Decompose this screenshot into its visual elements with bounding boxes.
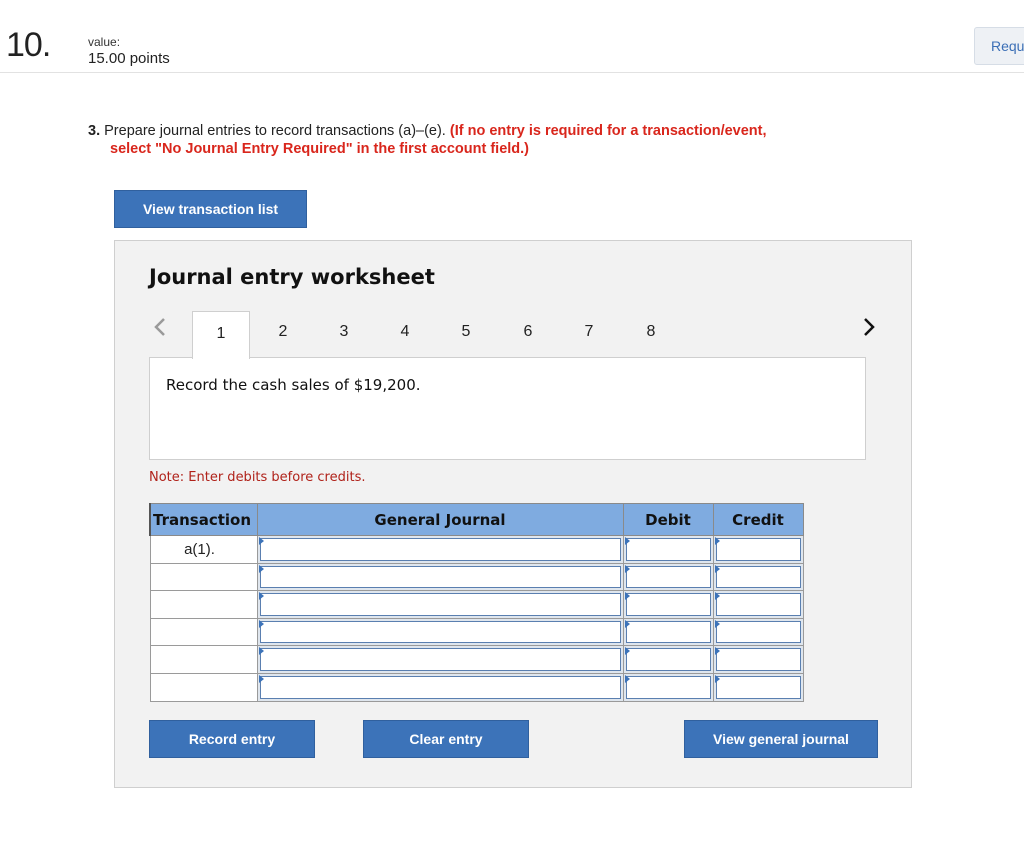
dropdown-marker-icon [715, 675, 720, 683]
dropdown-marker-icon [625, 565, 630, 573]
tab-1[interactable] [192, 311, 250, 359]
credit-field[interactable] [716, 648, 801, 671]
chevron-right-icon[interactable] [859, 315, 879, 339]
tab-4[interactable] [376, 311, 434, 357]
required-button[interactable]: Requ [974, 27, 1024, 65]
transaction-cell [150, 673, 257, 701]
header-credit: Credit [713, 504, 803, 536]
value-label: value: [88, 35, 121, 49]
transaction-cell [150, 591, 257, 619]
credit-cell [713, 646, 803, 674]
instruction-number: 3. [88, 123, 101, 139]
debit-cell [623, 591, 713, 619]
dropdown-marker-icon [625, 592, 630, 600]
credit-field[interactable] [716, 566, 801, 589]
debit-cell [623, 563, 713, 591]
dropdown-marker-icon [625, 675, 630, 683]
debit-cell [623, 536, 713, 564]
credit-cell [713, 591, 803, 619]
dropdown-marker-icon [259, 565, 264, 573]
credit-field[interactable] [716, 538, 801, 561]
tab-3[interactable] [315, 311, 373, 357]
header-divider [0, 72, 1024, 73]
table-row [150, 618, 803, 646]
tab-2[interactable] [254, 311, 312, 357]
debit-credit-note: Note: Enter debits before credits. [149, 470, 366, 485]
tab-label: 5 [461, 323, 471, 340]
dropdown-marker-icon [259, 620, 264, 628]
account-field[interactable] [260, 593, 621, 616]
table-row [150, 646, 803, 674]
account-cell [257, 646, 623, 674]
dropdown-marker-icon [259, 675, 264, 683]
debit-field[interactable] [626, 676, 711, 699]
header-transaction: Transaction [150, 504, 257, 536]
account-field[interactable] [260, 538, 621, 561]
table-row [150, 673, 803, 701]
table-row [150, 563, 803, 591]
instructions [88, 122, 848, 158]
credit-field[interactable] [716, 593, 801, 616]
worksheet-title: Journal entry worksheet [149, 265, 435, 289]
tab-label: 6 [523, 323, 533, 340]
view-general-journal-button[interactable]: View general journal [684, 720, 878, 758]
journal-entry-worksheet [114, 240, 912, 788]
transaction-description-box [149, 357, 866, 460]
debit-cell [623, 618, 713, 646]
record-entry-button[interactable]: Record entry [149, 720, 315, 758]
account-cell [257, 673, 623, 701]
instruction-text: Prepare journal entries to record transactions (a)–(e). [104, 123, 446, 139]
debit-field[interactable] [626, 648, 711, 671]
tab-8[interactable] [622, 311, 680, 357]
account-cell [257, 591, 623, 619]
transaction-cell [150, 646, 257, 674]
debit-field[interactable] [626, 538, 711, 561]
tab-7[interactable] [560, 311, 618, 357]
debit-field[interactable] [626, 593, 711, 616]
tab-label: 2 [278, 323, 288, 340]
credit-cell [713, 563, 803, 591]
dropdown-marker-icon [259, 537, 264, 545]
account-cell [257, 618, 623, 646]
account-field[interactable] [260, 566, 621, 589]
transaction-cell: a(1). [150, 536, 257, 564]
tab-label: 8 [646, 323, 656, 340]
tab-label: 1 [216, 324, 226, 342]
dropdown-marker-icon [715, 537, 720, 545]
table-row [150, 536, 803, 564]
dropdown-marker-icon [625, 620, 630, 628]
instruction-note-line1: (If no entry is required for a transaction/event, [449, 123, 767, 139]
journal-table [149, 503, 804, 702]
transaction-cell [150, 563, 257, 591]
chevron-left-icon[interactable] [151, 315, 171, 339]
question-number: 10. [6, 26, 51, 64]
dropdown-marker-icon [259, 647, 264, 655]
account-field[interactable] [260, 621, 621, 644]
transaction-description: Record the cash sales of $19,200. [166, 376, 421, 394]
view-transaction-list-button[interactable]: View transaction list [114, 190, 307, 228]
debit-cell [623, 673, 713, 701]
dropdown-marker-icon [625, 647, 630, 655]
account-cell [257, 536, 623, 564]
instruction-note-line2: select "No Journal Entry Required" in the first account field.) [110, 141, 530, 157]
credit-cell [713, 536, 803, 564]
tab-6[interactable] [499, 311, 557, 357]
debit-cell [623, 646, 713, 674]
header-debit: Debit [623, 504, 713, 536]
credit-cell [713, 673, 803, 701]
transaction-cell [150, 618, 257, 646]
tab-label: 3 [339, 323, 349, 340]
dropdown-marker-icon [715, 592, 720, 600]
journal-table-header [150, 504, 803, 536]
dropdown-marker-icon [715, 620, 720, 628]
account-cell [257, 563, 623, 591]
dropdown-marker-icon [715, 565, 720, 573]
debit-field[interactable] [626, 621, 711, 644]
credit-cell [713, 618, 803, 646]
tab-5[interactable] [437, 311, 495, 357]
clear-entry-button[interactable]: Clear entry [363, 720, 529, 758]
tab-label: 4 [400, 323, 410, 340]
header-general-journal: General Journal [257, 504, 623, 536]
points-value: 15.00 points [88, 50, 170, 67]
dropdown-marker-icon [715, 647, 720, 655]
credit-field[interactable] [716, 676, 801, 699]
table-row [150, 591, 803, 619]
tab-label: 7 [584, 323, 594, 340]
dropdown-marker-icon [625, 537, 630, 545]
debit-field[interactable] [626, 566, 711, 589]
credit-field[interactable] [716, 621, 801, 644]
dropdown-marker-icon [259, 592, 264, 600]
account-field[interactable] [260, 648, 621, 671]
account-field[interactable] [260, 676, 621, 699]
